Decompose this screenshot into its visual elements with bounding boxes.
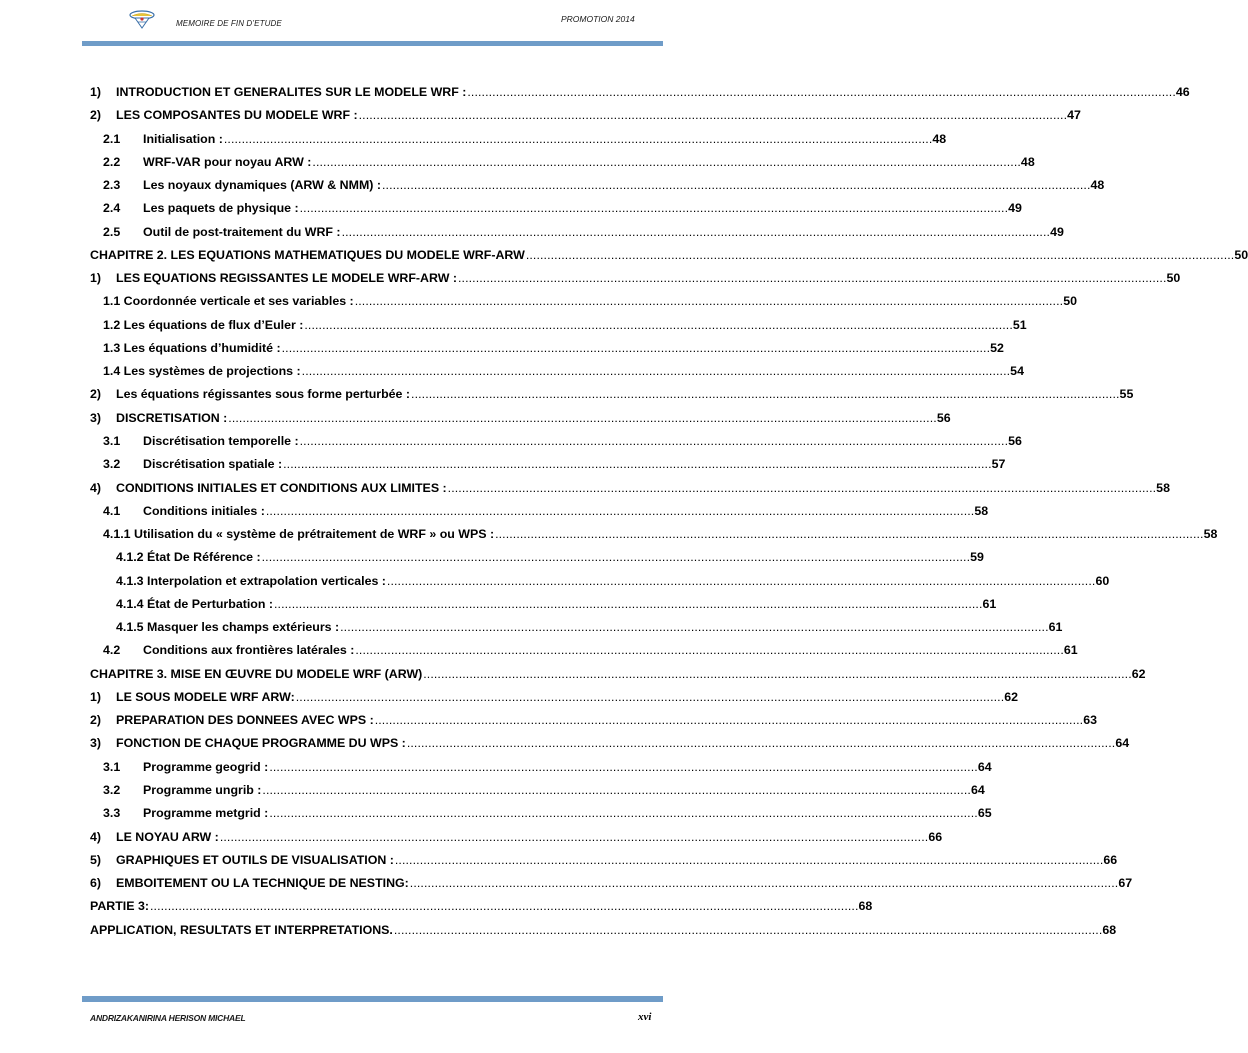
toc-entry[interactable] bbox=[90, 829, 943, 853]
toc-entry-label: 4.1.1 Utilisation du « système de prétraitement de WRF » ou WPS : bbox=[103, 527, 495, 542]
toc-entry-number: 2.3 bbox=[103, 178, 121, 193]
toc-entry-page: 63 bbox=[1083, 713, 1098, 728]
toc-entry-label: 4.1.4 État de Perturbation : bbox=[116, 596, 273, 611]
toc-entry-label: CHAPITRE 3. MISE EN ŒUVRE DU MODELE WRF (ARW) bbox=[90, 666, 423, 681]
toc-entry-number: 3.1 bbox=[103, 759, 121, 774]
toc-entry[interactable] bbox=[90, 643, 1078, 666]
toc-entry-page: 56 bbox=[936, 410, 951, 425]
toc-entry-label: 1.3 Les équations d’humidité : bbox=[103, 340, 281, 355]
toc-entry-page: 64 bbox=[970, 782, 985, 797]
toc-entry-label: DISCRETISATION : bbox=[116, 410, 228, 425]
toc-entry-page: 64 bbox=[1115, 736, 1130, 751]
toc-entry-number: 4) bbox=[90, 480, 102, 495]
toc-dot-leader: ........................................................................................................................................................................................................ bbox=[261, 550, 971, 565]
toc-entry[interactable] bbox=[90, 782, 985, 806]
toc-dot-leader: ........................................................................................................................................................................................................ bbox=[386, 573, 1096, 588]
toc-entry-page: 66 bbox=[928, 829, 943, 844]
toc-dot-leader: ........................................................................................................................................................................................................ bbox=[467, 85, 1176, 99]
toc-entry[interactable] bbox=[90, 736, 1130, 759]
toc-entry-page: 55 bbox=[1119, 387, 1134, 402]
toc-dot-leader: ........................................................................................................................................................................................................ bbox=[295, 689, 1005, 704]
toc-entry[interactable] bbox=[90, 294, 1077, 317]
toc-entry-page: 52 bbox=[990, 340, 1004, 355]
author-name: ANDRIZAKANIRINA HERISON MICHAEL bbox=[90, 1013, 246, 1023]
toc-dot-leader: ........................................................................................................................................................................................................ bbox=[219, 829, 929, 844]
toc-entry[interactable] bbox=[90, 666, 1146, 690]
toc-entry-label: Conditions aux frontières latérales : bbox=[143, 643, 355, 658]
toc-dot-leader: ........................................................................................................................................................................................................ bbox=[381, 178, 1091, 193]
toc-entry-number: 2) bbox=[90, 387, 102, 402]
toc-entry-label: 4.1.2 État De Référence : bbox=[116, 550, 261, 565]
toc-entry-number: 3.2 bbox=[103, 782, 121, 797]
toc-entry-label: FONCTION DE CHAQUE PROGRAMME DU WPS : bbox=[116, 736, 406, 751]
toc-entry-label: Initialisation : bbox=[143, 131, 223, 146]
page-number: xvi bbox=[638, 1011, 652, 1023]
toc-entry-number: 2.4 bbox=[103, 201, 121, 216]
toc-dot-leader: ........................................................................................................................................................................................................ bbox=[228, 410, 937, 425]
toc-entry[interactable] bbox=[90, 108, 1081, 131]
toc-entry-number: 3.3 bbox=[103, 806, 121, 821]
toc-entry-page: 54 bbox=[1010, 364, 1024, 379]
toc-dot-leader: ........................................................................................................................................................................................................ bbox=[409, 876, 1119, 891]
toc-entry-number: 2.2 bbox=[103, 154, 121, 169]
toc-entry[interactable] bbox=[90, 620, 1063, 643]
toc-entry-label: Programme geogrid : bbox=[143, 759, 269, 774]
toc-entry[interactable] bbox=[90, 713, 1098, 736]
toc-dot-leader: ........................................................................................................................................................................................................ bbox=[341, 224, 1051, 239]
toc-dot-leader: ........................................................................................................................................................................................................ bbox=[301, 364, 1011, 379]
toc-entry-page: 58 bbox=[1156, 480, 1170, 495]
toc-entry-label: PREPARATION DES DONNEES AVEC WPS : bbox=[116, 713, 374, 728]
toc-entry[interactable] bbox=[90, 573, 1110, 597]
toc-dot-leader: ........................................................................................................................................................................................................ bbox=[273, 596, 983, 611]
toc-entry[interactable] bbox=[90, 410, 951, 434]
toc-entry-page: 65 bbox=[977, 806, 992, 821]
toc-entry-number: 3.1 bbox=[103, 433, 121, 448]
toc-entry-label: APPLICATION, RESULTATS ET INTERPRETATIONS. bbox=[90, 922, 393, 937]
toc-entry[interactable] bbox=[90, 806, 992, 829]
toc-entry-label: 1.4 Les systèmes de projections : bbox=[103, 364, 301, 379]
toc-dot-leader: ........................................................................................................................................................................................................ bbox=[269, 759, 978, 774]
toc-entry-page: 60 bbox=[1095, 573, 1110, 588]
toc-entry[interactable] bbox=[90, 271, 1181, 294]
toc-entry-number: 4) bbox=[90, 829, 102, 844]
toc-entry-label: LE NOYAU ARW : bbox=[116, 829, 219, 844]
toc-entry-page: 58 bbox=[974, 503, 989, 518]
toc-entry-label: INTRODUCTION ET GENERALITES SUR LE MODELE WRF : bbox=[116, 85, 467, 99]
toc-entry[interactable] bbox=[90, 852, 1118, 876]
toc-entry-page: 51 bbox=[1012, 317, 1027, 332]
toc-dot-leader: ........................................................................................................................................................................................................ bbox=[281, 340, 991, 355]
toc-entry[interactable] bbox=[90, 527, 1218, 550]
toc-entry[interactable] bbox=[90, 457, 1006, 480]
toc-dot-leader: ........................................................................................................................................................................................................ bbox=[355, 643, 1064, 658]
toc-entry-label: LES EQUATIONS REGISSANTES LE MODELE WRF-ARW : bbox=[116, 271, 457, 286]
toc-entry[interactable] bbox=[90, 85, 1190, 108]
toc-entry-number: 3) bbox=[90, 410, 102, 425]
toc-entry-page: 62 bbox=[1004, 689, 1019, 704]
toc-dot-leader: ........................................................................................................................................................................................................ bbox=[495, 527, 1204, 542]
toc-entry[interactable] bbox=[90, 247, 1248, 271]
toc-entry[interactable] bbox=[90, 154, 1035, 178]
institution-logo-icon bbox=[126, 8, 158, 32]
toc-entry[interactable] bbox=[90, 178, 1105, 201]
toc-entry-number: 2.1 bbox=[103, 131, 121, 146]
toc-entry-label: Outil de post-traitement du WRF : bbox=[143, 224, 341, 239]
toc-dot-leader: ........................................................................................................................................................................................................ bbox=[312, 154, 1021, 169]
toc-entry-label: PARTIE 3: bbox=[90, 899, 149, 914]
toc-entry-page: 49 bbox=[1008, 201, 1022, 216]
toc-entry-number: 4.1 bbox=[103, 503, 121, 518]
toc-entry-number: 1) bbox=[90, 271, 102, 286]
toc-entry-page: 48 bbox=[1090, 178, 1105, 193]
toc-entry-label: 1.2 Les équations de flux d’Euler : bbox=[103, 317, 304, 332]
toc-dot-leader: ........................................................................................................................................................................................................ bbox=[394, 852, 1104, 867]
toc-entry-label: Discrétisation temporelle : bbox=[143, 433, 299, 448]
toc-entry-page: 64 bbox=[977, 759, 992, 774]
toc-entry-number: 2.5 bbox=[103, 224, 121, 239]
toc-entry-label: Discrétisation spatiale : bbox=[143, 457, 283, 472]
toc-dot-leader: ........................................................................................................................................................................................................ bbox=[374, 713, 1084, 728]
toc-entry-label: Les équations régissantes sous forme perturbée : bbox=[116, 387, 411, 402]
toc-entry-label: Les noyaux dynamiques (ARW & NMM) : bbox=[143, 178, 381, 193]
document-header-title: MEMOIRE DE FIN D’ETUDE bbox=[176, 19, 282, 28]
toc-dot-leader: ........................................................................................................................................................................................................ bbox=[304, 317, 1013, 332]
toc-entry-label: LES COMPOSANTES DU MODELE WRF : bbox=[116, 108, 358, 123]
toc-entry[interactable] bbox=[90, 201, 1022, 224]
toc-entry[interactable] bbox=[90, 364, 1024, 387]
toc-entry[interactable] bbox=[90, 340, 1004, 364]
toc-dot-leader: ........................................................................................................................................................................................................ bbox=[149, 899, 859, 914]
toc-entry-page: 66 bbox=[1103, 852, 1118, 867]
toc-dot-leader: ........................................................................................................................................................................................................ bbox=[265, 503, 975, 518]
toc-dot-leader: ........................................................................................................................................................................................................ bbox=[340, 620, 1049, 635]
toc-entry[interactable] bbox=[90, 596, 997, 620]
toc-dot-leader: ........................................................................................................................................................................................................ bbox=[354, 294, 1064, 309]
toc-entry-page: 68 bbox=[1102, 922, 1117, 937]
toc-entry-number: 3.2 bbox=[103, 457, 121, 472]
toc-entry[interactable] bbox=[90, 922, 1117, 946]
toc-entry-page: 48 bbox=[1020, 154, 1035, 169]
toc-entry[interactable] bbox=[90, 550, 984, 573]
promotion-label: PROMOTION 2014 bbox=[561, 14, 635, 24]
toc-entry[interactable] bbox=[90, 433, 1022, 457]
toc-entry-page: 50 bbox=[1166, 271, 1181, 286]
toc-entry-label: CHAPITRE 2. LES EQUATIONS MATHEMATIQUES DU MODELE WRF-ARW bbox=[90, 247, 525, 262]
toc-entry-number: 4.2 bbox=[103, 643, 121, 658]
toc-entry-label: EMBOITEMENT OU LA TECHNIQUE DE NESTING: bbox=[116, 876, 409, 891]
toc-entry-number: 2) bbox=[90, 108, 102, 123]
header-divider bbox=[82, 41, 663, 46]
toc-dot-leader: ........................................................................................................................................................................................................ bbox=[525, 247, 1235, 262]
toc-entry-label: 4.1.5 Masquer les champs extérieurs : bbox=[116, 620, 340, 635]
toc-entry[interactable] bbox=[90, 503, 989, 527]
toc-entry-label: 1.1 Coordonnée verticale et ses variables : bbox=[103, 294, 354, 309]
table-of-contents bbox=[90, 85, 1248, 946]
toc-entry-page: 50 bbox=[1063, 294, 1077, 309]
toc-entry-number: 5) bbox=[90, 852, 102, 867]
toc-entry-page: 67 bbox=[1118, 876, 1133, 891]
toc-entry-label: Programme metgrid : bbox=[143, 806, 269, 821]
toc-entry-page: 57 bbox=[991, 457, 1006, 472]
toc-entry[interactable] bbox=[90, 899, 873, 922]
toc-entry-page: 47 bbox=[1067, 108, 1081, 123]
toc-dot-leader: ........................................................................................................................................................................................................ bbox=[262, 782, 971, 797]
toc-dot-leader: ........................................................................................................................................................................................................ bbox=[223, 131, 933, 146]
toc-entry-label: GRAPHIQUES ET OUTILS DE VISUALISATION : bbox=[116, 852, 394, 867]
toc-entry-page: 46 bbox=[1175, 85, 1190, 99]
toc-dot-leader: ........................................................................................................................................................................................................ bbox=[423, 666, 1132, 681]
toc-entry-page: 49 bbox=[1050, 224, 1064, 239]
toc-entry-page: 50 bbox=[1234, 247, 1248, 262]
toc-entry-label: WRF-VAR pour noyau ARW : bbox=[143, 154, 312, 169]
toc-entry-number: 1) bbox=[90, 85, 102, 99]
toc-entry-page: 61 bbox=[1048, 620, 1063, 635]
toc-entry[interactable] bbox=[90, 317, 1027, 341]
toc-dot-leader: ........................................................................................................................................................................................................ bbox=[411, 387, 1120, 402]
toc-entry-label: CONDITIONS INITIALES ET CONDITIONS AUX LIMITES : bbox=[116, 480, 447, 495]
toc-entry-number: 2) bbox=[90, 713, 102, 728]
toc-dot-leader: ........................................................................................................................................................................................................ bbox=[406, 736, 1116, 751]
toc-entry[interactable] bbox=[90, 876, 1133, 899]
toc-dot-leader: ........................................................................................................................................................................................................ bbox=[299, 201, 1009, 216]
toc-entry-page: 48 bbox=[932, 131, 947, 146]
toc-entry-page: 61 bbox=[1063, 643, 1078, 658]
toc-entry-number: 6) bbox=[90, 876, 102, 891]
footer-divider bbox=[82, 996, 663, 1002]
toc-dot-leader: ........................................................................................................................................................................................................ bbox=[457, 271, 1167, 286]
toc-entry-page: 59 bbox=[970, 550, 984, 565]
toc-entry-page: 62 bbox=[1131, 666, 1146, 681]
toc-entry-label: Programme ungrib : bbox=[143, 782, 262, 797]
toc-entry-label: Les paquets de physique : bbox=[143, 201, 299, 216]
toc-dot-leader: ........................................................................................................................................................................................................ bbox=[393, 922, 1103, 937]
toc-dot-leader: ........................................................................................................................................................................................................ bbox=[358, 108, 1068, 123]
toc-entry-label: 4.1.3 Interpolation et extrapolation verticales : bbox=[116, 573, 386, 588]
toc-entry-label: Conditions initiales : bbox=[143, 503, 265, 518]
toc-entry[interactable] bbox=[90, 480, 1170, 504]
toc-dot-leader: ........................................................................................................................................................................................................ bbox=[283, 457, 992, 472]
toc-dot-leader: ........................................................................................................................................................................................................ bbox=[299, 433, 1009, 448]
toc-entry-page: 68 bbox=[858, 899, 873, 914]
toc-dot-leader: ........................................................................................................................................................................................................ bbox=[269, 806, 978, 821]
toc-entry-label: LE SOUS MODELE WRF ARW: bbox=[116, 689, 295, 704]
toc-entry[interactable] bbox=[90, 759, 992, 783]
toc-entry-page: 61 bbox=[982, 596, 997, 611]
toc-entry-page: 56 bbox=[1008, 433, 1022, 448]
toc-entry[interactable] bbox=[90, 387, 1134, 410]
toc-entry-page: 58 bbox=[1203, 527, 1218, 542]
toc-entry[interactable] bbox=[90, 224, 1064, 248]
toc-entry[interactable] bbox=[90, 131, 947, 155]
toc-entry-number: 3) bbox=[90, 736, 102, 751]
toc-entry-number: 1) bbox=[90, 689, 102, 704]
toc-entry[interactable] bbox=[90, 689, 1019, 713]
toc-dot-leader: ........................................................................................................................................................................................................ bbox=[447, 480, 1157, 495]
